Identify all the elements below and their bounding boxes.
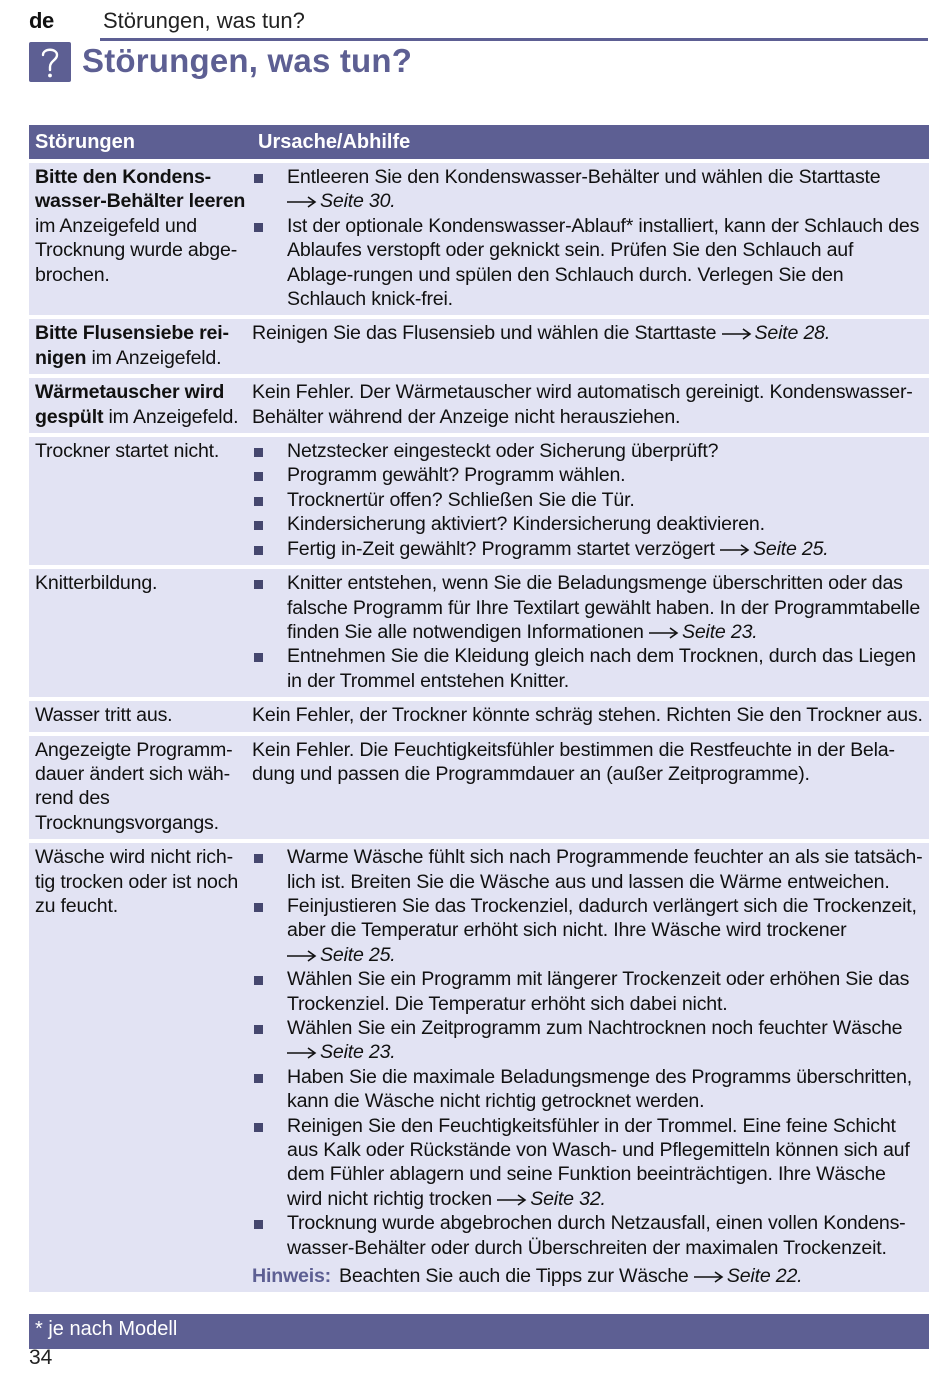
fault-display-message: Wärmetauscher wird gespült bbox=[35, 381, 225, 428]
remedy-text: Reinigen Sie den Feuchtigkeitsfühler in der Trommel. Eine feine Schicht aus Kalk oder Rückstände von Wasch- und Pflegemitteln können sich auf dem Fühler ablagern und seine Funktion beeinträchtigen. Ihre Wäsche wird nicht richtig trocken bbox=[287, 1114, 910, 1210]
list-item: Kindersicherung aktiviert? Kindersicherung deaktivieren. bbox=[252, 512, 923, 536]
fault-text: Angezeigte Programm-dauer ändert sich wäh-rend des Trocknungsvorgangs. bbox=[35, 738, 233, 834]
remedy-text: Entleeren Sie den Kondenswasser-Behälter und wählen die Starttaste bbox=[287, 166, 881, 188]
remedy-cell bbox=[252, 843, 929, 1292]
page-reference: Seite 23. bbox=[320, 1041, 396, 1064]
remedy-text: Wählen Sie ein Zeitprogramm zum Nachtrocknen noch feuchter Wäsche bbox=[287, 1017, 903, 1039]
list-item: Netzstecker eingesteckt oder Sicherung überprüft? bbox=[252, 439, 923, 463]
remedy-text: Reinigen Sie das Flusensieb und wählen die Starttaste bbox=[252, 322, 722, 345]
page-reference: Seite 22. bbox=[726, 1265, 803, 1288]
table-row bbox=[29, 319, 929, 374]
page-title: Störungen, was tun? bbox=[82, 42, 413, 79]
table-row bbox=[29, 701, 929, 731]
header-rule bbox=[100, 38, 928, 41]
footnote-bar bbox=[29, 1314, 929, 1349]
remedy-text: Kein Fehler. Die Feuchtigkeitsfühler bestimmen die Restfeuchte in der Bela-dung und passen die Programmdauer an (außer Zeitprogramme). bbox=[252, 738, 895, 785]
troubleshooting-table bbox=[29, 125, 929, 1292]
remedy-cell bbox=[252, 569, 929, 697]
fault-text: im Anzeigefeld und Trocknung wurde abge-brochen. bbox=[35, 214, 238, 286]
remedy-cell bbox=[252, 736, 929, 840]
remedy-cell bbox=[252, 378, 929, 433]
fault-cell bbox=[29, 437, 252, 565]
fault-cell bbox=[29, 736, 252, 840]
fault-text: im Anzeigefeld. bbox=[103, 405, 239, 428]
remedy-cell bbox=[252, 437, 929, 565]
list-item bbox=[252, 214, 923, 312]
page-reference: Seite 23. bbox=[681, 620, 758, 643]
list-item: Warme Wäsche fühlt sich nach Programmende feuchter an als sie tatsäch-lich ist. Breiten Sie die Wäsche aus und lassen die Wärme entweichen. bbox=[252, 845, 923, 894]
fault-cell bbox=[29, 701, 252, 731]
table-row bbox=[29, 437, 929, 565]
table-header bbox=[29, 125, 929, 159]
remedy-text: Knitter entstehen, wenn Sie die Beladungsmenge überschritten oder das falsche Programm für Ihre Textilart gewählt haben. In der Programmtabelle finden Sie alle notwendigen Informationen bbox=[287, 572, 921, 643]
column-header-faults: Störungen bbox=[35, 130, 135, 153]
language-code: de bbox=[29, 8, 54, 33]
list-item: Trocknung wurde abgebrochen durch Netzausfall, einen vollen Kondens-wasser-Behälter oder durch Überschreiten der maximalen Trockenzeit. bbox=[252, 1211, 923, 1260]
page-reference: Seite 28. bbox=[754, 322, 831, 345]
remedy-cell bbox=[252, 319, 929, 374]
page-number: 34 bbox=[29, 1346, 53, 1369]
fault-cell bbox=[29, 569, 252, 697]
fault-text: Knitterbildung. bbox=[35, 572, 158, 595]
column-header-cause-remedy: Ursache/Abhilfe bbox=[258, 130, 411, 153]
fault-display-message: Bitte Flusensiebe rei-nigen bbox=[35, 322, 229, 369]
list-item bbox=[252, 1114, 923, 1212]
fault-cell bbox=[29, 319, 252, 374]
fault-text: Wäsche wird nicht rich-tig trocken oder ist noch zu feucht. bbox=[35, 846, 239, 917]
arrow-right-icon bbox=[287, 196, 317, 208]
list-item bbox=[252, 165, 923, 214]
fault-text: Trockner startet nicht. bbox=[35, 440, 220, 463]
arrow-right-icon bbox=[497, 1194, 527, 1206]
page-reference: Seite 30. bbox=[320, 190, 396, 213]
fault-cell bbox=[29, 378, 252, 433]
page-reference: Seite 25. bbox=[753, 537, 829, 560]
question-mark-icon bbox=[29, 42, 71, 82]
table-row bbox=[29, 163, 929, 315]
list-item: Programm gewählt? Programm wählen. bbox=[252, 463, 923, 487]
remedy-text: Fertig in-Zeit gewählt? Programm startet verzögert bbox=[287, 537, 720, 560]
remedy-text: Kein Fehler. Der Wärmetauscher wird automatisch gereinigt. Kondenswasser-Behälter während der Anzeige nicht herausziehen. bbox=[252, 381, 913, 428]
page-reference: Seite 25. bbox=[320, 943, 396, 966]
hint-text: Beachten Sie auch die Tipps zur Wäsche bbox=[338, 1265, 694, 1288]
running-header: Störungen, was tun? bbox=[103, 8, 305, 33]
page-reference: Seite 32. bbox=[530, 1187, 606, 1210]
list-item: Entnehmen Sie die Kleidung gleich nach dem Trocknen, durch das Liegen in der Trommel entstehen Knitter. bbox=[252, 644, 923, 693]
hint-note bbox=[252, 1264, 923, 1288]
list-item bbox=[252, 894, 923, 967]
list-item: Haben Sie die maximale Beladungsmenge des Programms überschritten, kann die Wäsche nicht richtig getrocknet werden. bbox=[252, 1065, 923, 1114]
fault-text: Wasser tritt aus. bbox=[35, 704, 173, 727]
list-item: Trocknertür offen? Schließen Sie die Tür. bbox=[252, 488, 923, 512]
table-row bbox=[29, 378, 929, 433]
table-row bbox=[29, 736, 929, 840]
list-item bbox=[252, 537, 923, 561]
fault-cell bbox=[29, 843, 252, 1292]
list-item bbox=[252, 571, 923, 644]
remedy-text: Ist der optionale Kondenswasser-Ablauf* installiert, kann der Schlauch des Ablaufes verstopft oder geknickt sein. Prüfen Sie den Schlauch auf Ablage-rungen und spülen den Schlauch durch. Verlegen Sie den Schlauch knick-frei. bbox=[287, 214, 920, 311]
table-row bbox=[29, 569, 929, 697]
arrow-right-icon bbox=[287, 950, 317, 962]
remedy-cell bbox=[252, 163, 929, 315]
remedy-cell bbox=[252, 701, 929, 731]
hint-label: Hinweis: bbox=[252, 1265, 331, 1288]
arrow-right-icon bbox=[694, 1271, 724, 1283]
fault-display-message: Bitte den Kondens-wasser-Behälter leeren bbox=[35, 166, 246, 213]
list-item bbox=[252, 1016, 923, 1065]
list-item: Wählen Sie ein Programm mit längerer Trockenzeit oder erhöhen Sie das Trockenziel. Die Temperatur erhöht sich dabei nicht. bbox=[252, 967, 923, 1016]
arrow-right-icon bbox=[649, 627, 679, 639]
remedy-text: Kein Fehler, der Trockner könnte schräg stehen. Richten Sie den Trockner aus. bbox=[252, 704, 923, 727]
footnote: * je nach Modell bbox=[35, 1318, 178, 1340]
arrow-right-icon bbox=[720, 544, 750, 556]
remedy-text: Feinjustieren Sie das Trockenziel, dadurch verlängert sich die Trockenzeit, aber die Temperatur erhöht sich nicht. Ihre Wäsche wird trockener bbox=[287, 894, 917, 942]
fault-cell bbox=[29, 163, 252, 315]
arrow-right-icon bbox=[287, 1047, 317, 1059]
fault-text: im Anzeigefeld. bbox=[86, 346, 222, 369]
arrow-right-icon bbox=[722, 328, 752, 340]
table-row bbox=[29, 843, 929, 1292]
